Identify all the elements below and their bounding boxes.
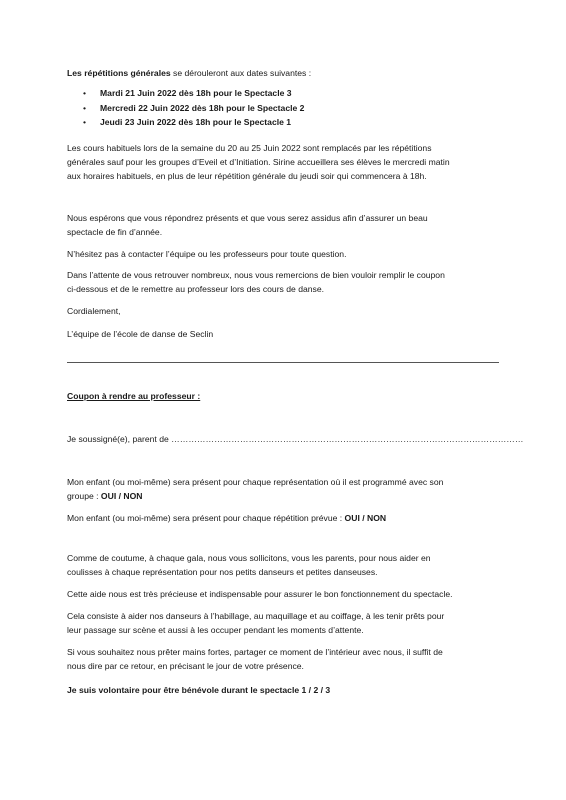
- intro-rest: se dérouleront aux dates suivantes :: [170, 68, 312, 78]
- esperons-paragraph: Nous espérons que vous répondrez présents et que vous serez assidus afin d’assurer un beau spectacle de fin d’année.: [67, 213, 428, 237]
- attente-paragraph: Dans l’attente de vous retrouver nombreux, nous vous remercions de bien vouloir remplir le coupon ci-dessous et de le remettre au professeur lors des cours de danse.: [67, 270, 445, 294]
- representation-paragraph: Mon enfant (ou moi-même) sera présent pour chaque représentation où il est programmé avec son groupe : OUI / NON: [67, 477, 444, 501]
- list-item: • Jeudi 23 Juin 2022 dès 18h pour le Spectacle 1: [100, 115, 304, 130]
- bullet-icon: •: [83, 102, 87, 113]
- intro-bold: Les répétitions générales: [67, 68, 171, 78]
- volontaire-line: Je suis volontaire pour être bénévole durant le spectacle 1 / 2 / 3: [67, 685, 331, 695]
- rehearsal-dates-list: [83, 86, 305, 130]
- oui-non-choice: OUI / NON: [344, 513, 387, 523]
- bullet-icon: •: [83, 117, 87, 127]
- sollicitons-paragraph: Comme de coutume, à chaque gala, nous vous sollicitons, vous les parents, pour nous aider en coulisses à chaque représentation pour nos petits danseurs et petites danseuses.: [67, 553, 431, 577]
- consiste-paragraph: Cela consiste à aider nos danseurs à l’habillage, au maquillage et au coiffage, à les tenir prêts pour leur passage sur scène et aussi à les occuper pendant les moments d’attente.: [67, 611, 445, 635]
- section-divider: [67, 362, 499, 363]
- precieuse-paragraph: Cette aide nous est très précieuse et indispensable pour assurer le bon fonctionnement du spectacle.: [67, 589, 453, 599]
- oui-non-choice: OUI / NON: [100, 491, 143, 501]
- signature: L’équipe de l’école de danse de Seclin: [67, 329, 214, 339]
- bullet-icon: •: [83, 88, 87, 98]
- intro-line: [67, 66, 311, 80]
- salutation: Cordialement,: [67, 306, 121, 316]
- souhaitez-paragraph: Si vous souhaitez nous prêter mains fortes, partager ce moment de l’intérieur avec nous, il suffit de nous dire par ce retour, en précisant le jour de votre présence.: [67, 647, 443, 671]
- coupon-title: Coupon à rendre au professeur :: [67, 391, 201, 401]
- list-item: • Mercredi 22 Juin 2022 dès 18h pour le Spectacle 2: [100, 101, 304, 116]
- repetition-line: Mon enfant (ou moi-même) sera présent pour chaque répétition prévue : OUI / NON: [67, 513, 387, 523]
- list-item: • Mardi 21 Juin 2022 dès 18h pour le Spectacle 3: [100, 86, 304, 101]
- soussigne-field: Je soussigné(e), parent de ……………………………………………………………………………………………………………: [67, 434, 524, 444]
- contact-paragraph: N’hésitez pas à contacter l’équipe ou les professeurs pour toute question.: [67, 249, 347, 259]
- cours-paragraph: Les cours habituels lors de la semaine du 20 au 25 Juin 2022 sont remplacés par les répétitions générales sauf pour les groupes d’Eveil et d’Initiation. Sirine accueillera ses élèves le mercredi matin aux horaires habituels, en plus de leur répétition générale du jeudi soir qui commencera à 18h.: [67, 143, 450, 181]
